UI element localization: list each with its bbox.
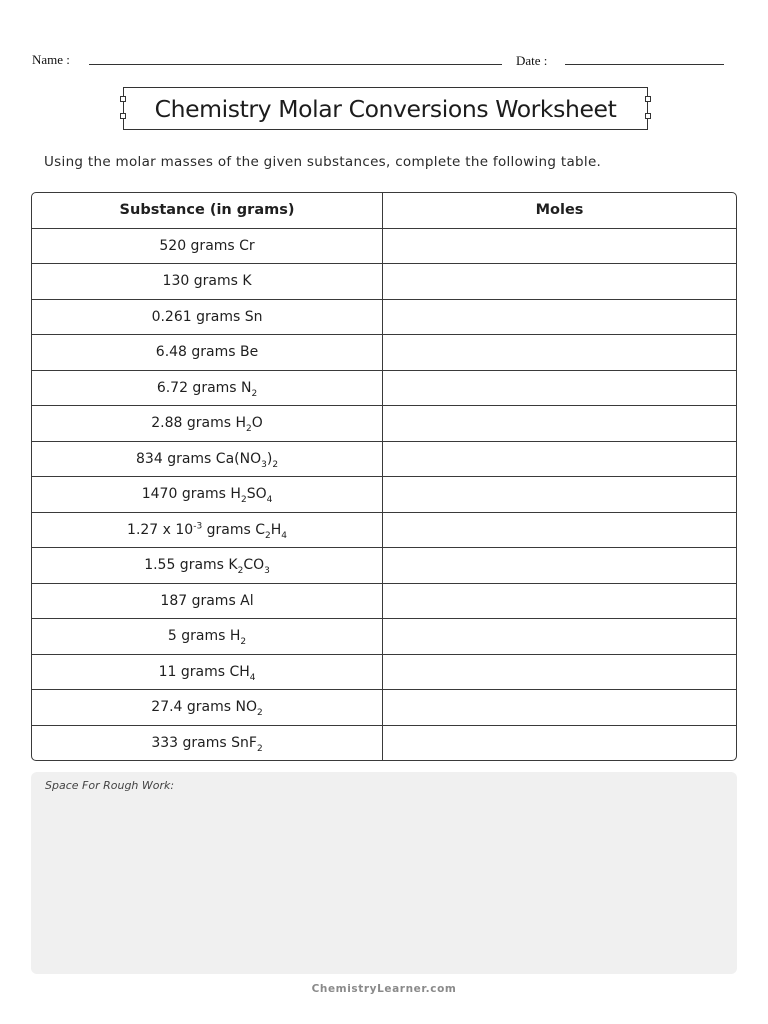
moles-answer-cell[interactable] (383, 371, 736, 407)
moles-answer-cell[interactable] (383, 548, 736, 584)
moles-answer-cell[interactable] (383, 406, 736, 442)
conversions-table (31, 192, 737, 761)
table-row (32, 335, 736, 371)
substance-cell: 520 grams Cr (32, 229, 383, 265)
rough-work-label: Space For Rough Work: (45, 779, 175, 792)
substance-cell: 11 grams $CH_4$ (32, 655, 383, 691)
instructions: Using the molar masses of the given substances, complete the following table. (44, 154, 602, 170)
moles-answer-cell[interactable] (383, 584, 736, 620)
name-label: Name : (32, 52, 70, 67)
moles-answer-cell[interactable] (383, 442, 736, 478)
table-row (32, 619, 736, 655)
header-moles: Moles (383, 193, 736, 229)
substance-cell: 333 grams SnF$_2$ (32, 726, 383, 761)
substance-cell: 0.261 grams Sn (32, 300, 383, 336)
table-row (32, 442, 736, 478)
moles-answer-cell[interactable] (383, 513, 736, 549)
substance-cell: 1.27 x $10^{-3}$ grams $C_2H_4$ (32, 513, 383, 549)
table-row (32, 371, 736, 407)
table-body (32, 229, 736, 761)
moles-answer-cell[interactable] (383, 619, 736, 655)
header-substance: Substance (in grams) (32, 193, 383, 229)
rough-work-area[interactable] (31, 772, 737, 974)
table-row (32, 477, 736, 513)
footer-credit: ChemistryLearner.com (311, 983, 457, 995)
table-row (32, 584, 736, 620)
table-row (32, 655, 736, 691)
frame-corner (645, 96, 651, 102)
frame-corner (645, 113, 651, 119)
moles-answer-cell[interactable] (383, 300, 736, 336)
moles-answer-cell[interactable] (383, 690, 736, 726)
moles-answer-cell[interactable] (383, 726, 736, 761)
table-row (32, 264, 736, 300)
substance-cell: 6.48 grams Be (32, 335, 383, 371)
moles-answer-cell[interactable] (383, 335, 736, 371)
frame-corner (120, 113, 126, 119)
frame-corner (120, 96, 126, 102)
substance-cell: 1.55 grams $K_2CO_3$ (32, 548, 383, 584)
name-field[interactable] (89, 64, 502, 65)
table-row (32, 513, 736, 549)
substance-cell: 187 grams Al (32, 584, 383, 620)
moles-answer-cell[interactable] (383, 229, 736, 265)
substance-cell: 27.4 grams $NO_2$ (32, 690, 383, 726)
moles-answer-cell[interactable] (383, 477, 736, 513)
table-row (32, 300, 736, 336)
substance-cell: 5 grams $H_2$ (32, 619, 383, 655)
table-header-row (32, 193, 736, 229)
table-row (32, 548, 736, 584)
substance-cell: 6.72 grams $N_2$ (32, 371, 383, 407)
substance-cell: 2.88 grams $H_2O$ (32, 406, 383, 442)
table-row (32, 690, 736, 726)
date-field[interactable] (565, 64, 724, 65)
table-row (32, 726, 736, 761)
table-row (32, 406, 736, 442)
page-title: Chemistry Molar Conversions Worksheet (154, 94, 617, 123)
date-label: Date : (516, 53, 548, 68)
substance-cell: 834 grams $Ca(NO_3)_2$ (32, 442, 383, 478)
substance-cell: 130 grams K (32, 264, 383, 300)
substance-cell: 1470 grams $H_2SO_4$ (32, 477, 383, 513)
title-frame (123, 87, 648, 130)
table-row (32, 229, 736, 265)
moles-answer-cell[interactable] (383, 264, 736, 300)
moles-answer-cell[interactable] (383, 655, 736, 691)
